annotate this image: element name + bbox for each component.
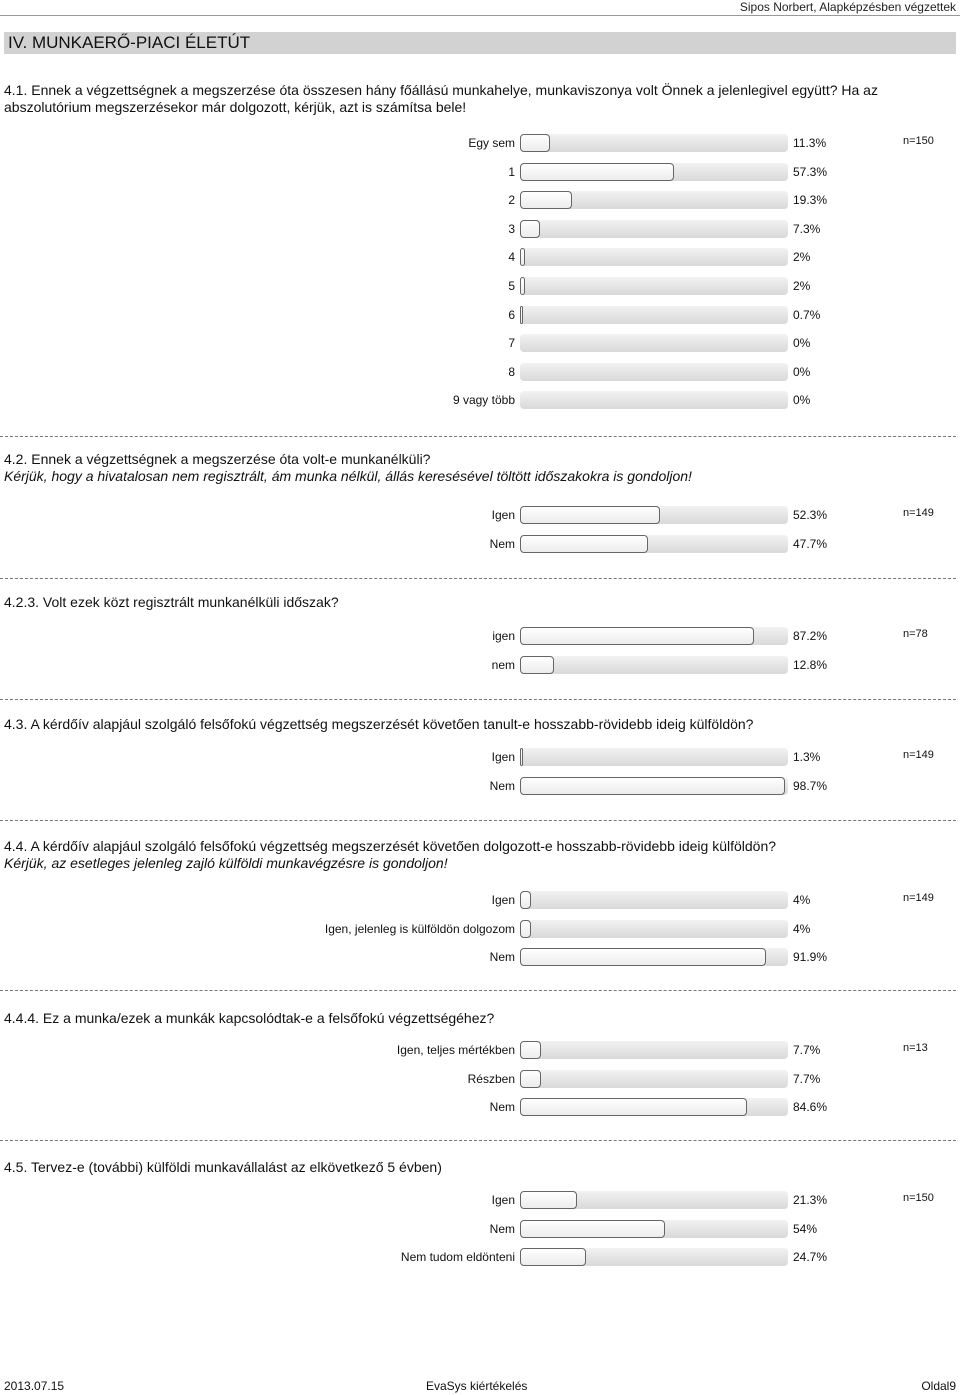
question-text: 4.4.4. Ez a munka/ezek a munkák kapcsolódtak-e a felsőfokú végzettségéhez? [4,1010,495,1026]
answer-percentage: 0.7% [793,308,821,322]
answer-row [0,391,960,411]
answer-bar-track [520,1098,788,1116]
answer-bar-track [520,220,788,238]
answer-bar-track [520,363,788,381]
answer-bar-fill [520,1070,541,1088]
answer-percentage: 0% [793,365,811,379]
answer-bar-fill [520,777,785,795]
answer-label: 2 [508,193,515,207]
answer-percentage: 54% [793,1222,818,1236]
answer-bar-fill [520,1041,541,1059]
answer-bar-fill [520,1220,665,1238]
answer-row [0,1191,960,1211]
answer-bar-track [520,1041,788,1059]
answer-bar-fill [520,1191,577,1209]
answer-row [0,948,960,968]
sample-size: n=150 [903,135,934,147]
footer-page-number: Oldal9 [921,1379,956,1393]
answer-percentage: 0% [793,336,811,350]
answer-label: 8 [508,365,515,379]
answer-bar-fill [520,506,660,524]
section-divider [0,1140,956,1141]
question-text: 4.5. Tervez-e (további) külföldi munkavállalást az elkövetkező 5 évben) [4,1159,442,1175]
answer-bar-track [520,1191,788,1209]
sample-size: n=78 [903,628,928,640]
section-divider [0,578,956,579]
answer-label: Nem [489,1222,515,1236]
answer-percentage: 24.7% [793,1250,828,1264]
answer-percentage: 0% [793,393,811,407]
answer-bar-fill [520,535,648,553]
answer-percentage: 91.9% [793,950,828,964]
question-title [4,838,954,872]
answer-label: Nem [489,950,515,964]
sample-size: n=150 [903,1192,934,1204]
answer-bar-track [520,163,788,181]
answer-row [0,777,960,797]
header-divider [0,15,960,16]
answer-label: 7 [508,336,515,350]
answer-label: 1 [508,165,515,179]
answer-label: Nem [489,779,515,793]
answer-bar-track [520,920,788,938]
answer-row [0,891,960,911]
answer-row [0,748,960,768]
answer-row [0,220,960,240]
answer-bar-track [520,191,788,209]
question-title [4,716,954,733]
answer-bar-fill [520,1098,747,1116]
answer-label: 5 [508,279,515,293]
answer-bar-fill [520,948,766,966]
sample-size: n=13 [903,1042,928,1054]
answer-row [0,656,960,676]
answer-label: Nem [489,537,515,551]
answer-percentage: 1.3% [793,750,821,764]
answer-bar-track [520,506,788,524]
answer-label: 9 vagy több [452,393,515,407]
answer-percentage: 98.7% [793,779,828,793]
answer-bar-track [520,656,788,674]
answer-bar-track [520,535,788,553]
answer-bar-fill [520,748,523,766]
answer-row [0,248,960,268]
answer-percentage: 7.7% [793,1043,821,1057]
question-text: 4.2. Ennek a végzettségnek a megszerzése óta volt-e munkanélküli? [4,451,431,467]
answer-percentage: 52.3% [793,508,828,522]
answer-percentage: 84.6% [793,1100,828,1114]
answer-label: Igen [491,1193,515,1207]
question-text: 4.3. A kérdőív alapjául szolgáló felsőfokú végzettség megszerzését követően tanult-e hosszabb-rövidebb ideig külföldön? [4,716,754,732]
answer-bar-fill [520,277,525,295]
answer-row [0,277,960,297]
question-subtitle: Kérjük, hogy a hivatalosan nem regisztrált, ám munka nélkül, állás keresésével töltött időszakokra is gondoljon! [4,468,692,484]
answer-bar-track [520,777,788,795]
question-title [4,82,954,116]
question-title [4,1159,954,1176]
section-divider [0,820,956,821]
answer-row [0,1248,960,1268]
answer-percentage: 19.3% [793,193,828,207]
answer-bar-fill [520,891,531,909]
answer-bar-fill [520,306,523,324]
answer-bar-fill [520,627,754,645]
answer-label: Igen [491,750,515,764]
answer-label: Igen [491,508,515,522]
sample-size: n=149 [903,507,934,519]
answer-label: igen [492,629,515,643]
answer-bar-track [520,1220,788,1238]
answer-percentage: 2% [793,250,811,264]
question-title [4,594,954,611]
answer-percentage: 12.8% [793,658,828,672]
answer-label: 4 [508,250,515,264]
answer-label: Részben [467,1072,515,1086]
question-text: 4.4. A kérdőív alapjául szolgáló felsőfokú végzettség megszerzését követően dolgozott-e hosszabb-rövidebb ideig külföldön? [4,838,777,854]
answer-bar-fill [520,163,674,181]
answer-row [0,506,960,526]
footer-center-text: EvaSys kiértékelés [426,1379,528,1393]
answer-bar-fill [520,220,540,238]
answer-bar-fill [520,920,531,938]
section-divider [0,436,956,437]
section-divider [0,990,956,991]
answer-label: nem [491,658,515,672]
question-subtitle: Kérjük, az esetleges jelenleg zajló külföldi munkavégzésre is gondoljon! [4,855,448,871]
answer-row [0,535,960,555]
answer-row [0,191,960,211]
answer-bar-track [520,627,788,645]
answer-row [0,334,960,354]
answer-percentage: 4% [793,922,811,936]
answer-label: Nem [489,1100,515,1114]
answer-bar-track [520,277,788,295]
answer-row [0,920,960,940]
answer-percentage: 47.7% [793,537,828,551]
answer-bar-track [520,891,788,909]
question-title [4,1010,954,1027]
answer-row [0,627,960,647]
answer-bar-track [520,391,788,409]
answer-percentage: 11.3% [793,136,827,150]
sample-size: n=149 [903,892,934,904]
question-text: 4.2.3. Volt ezek közt regisztrált munkanélküli időszak? [4,594,339,610]
answer-percentage: 87.2% [793,629,828,643]
answer-label: Nem tudom eldönteni [400,1250,515,1264]
answer-label: Igen, jelenleg is külföldön dolgozom [324,922,515,936]
answer-percentage: 7.7% [793,1072,821,1086]
section-title: IV. MUNKAERŐ-PIACI ÉLETÚT [4,32,956,54]
answer-row [0,306,960,326]
sample-size: n=149 [903,749,934,761]
answer-label: Igen [491,893,515,907]
answer-bar-track [520,334,788,352]
answer-row [0,1220,960,1240]
answer-bar-track [520,948,788,966]
answer-label: 3 [508,222,515,236]
answer-bar-track [520,1070,788,1088]
footer-date: 2013.07.15 [4,1379,65,1393]
question-text: 4.1. Ennek a végzettségnek a megszerzése óta összesen hány főállású munkahelye, munkaviszonya volt Önnek a jelenlegivel együtt? Ha az abszolutórium megszerzésekor már dolgozott, kérjük, azt is számítsa bele! [4,82,878,115]
answer-row [0,163,960,183]
answer-bar-track [520,1248,788,1266]
answer-row [0,1041,960,1061]
header-author-text: Sipos Norbert, Alapképzésben végzettek [739,0,956,14]
answer-bar-fill [520,191,572,209]
answer-bar-fill [520,134,550,152]
answer-row [0,1070,960,1090]
answer-label: Egy sem [468,136,515,150]
answer-bar-track [520,306,788,324]
answer-bar-fill [520,656,554,674]
answer-percentage: 2% [793,279,811,293]
answer-bar-track [520,134,788,152]
answer-bar-track [520,248,788,266]
answer-bar-fill [520,248,525,266]
answer-label: 6 [508,308,515,322]
answer-row [0,134,960,154]
answer-percentage: 7.3% [793,222,821,236]
question-title [4,451,954,485]
answer-label: Igen, teljes mértékben [396,1043,515,1057]
answer-row [0,1098,960,1118]
answer-row [0,363,960,383]
section-divider [0,699,956,700]
answer-percentage: 4% [793,893,811,907]
answer-bar-track [520,748,788,766]
answer-percentage: 57.3% [793,165,828,179]
answer-bar-fill [520,1248,586,1266]
answer-percentage: 21.3% [793,1193,828,1207]
